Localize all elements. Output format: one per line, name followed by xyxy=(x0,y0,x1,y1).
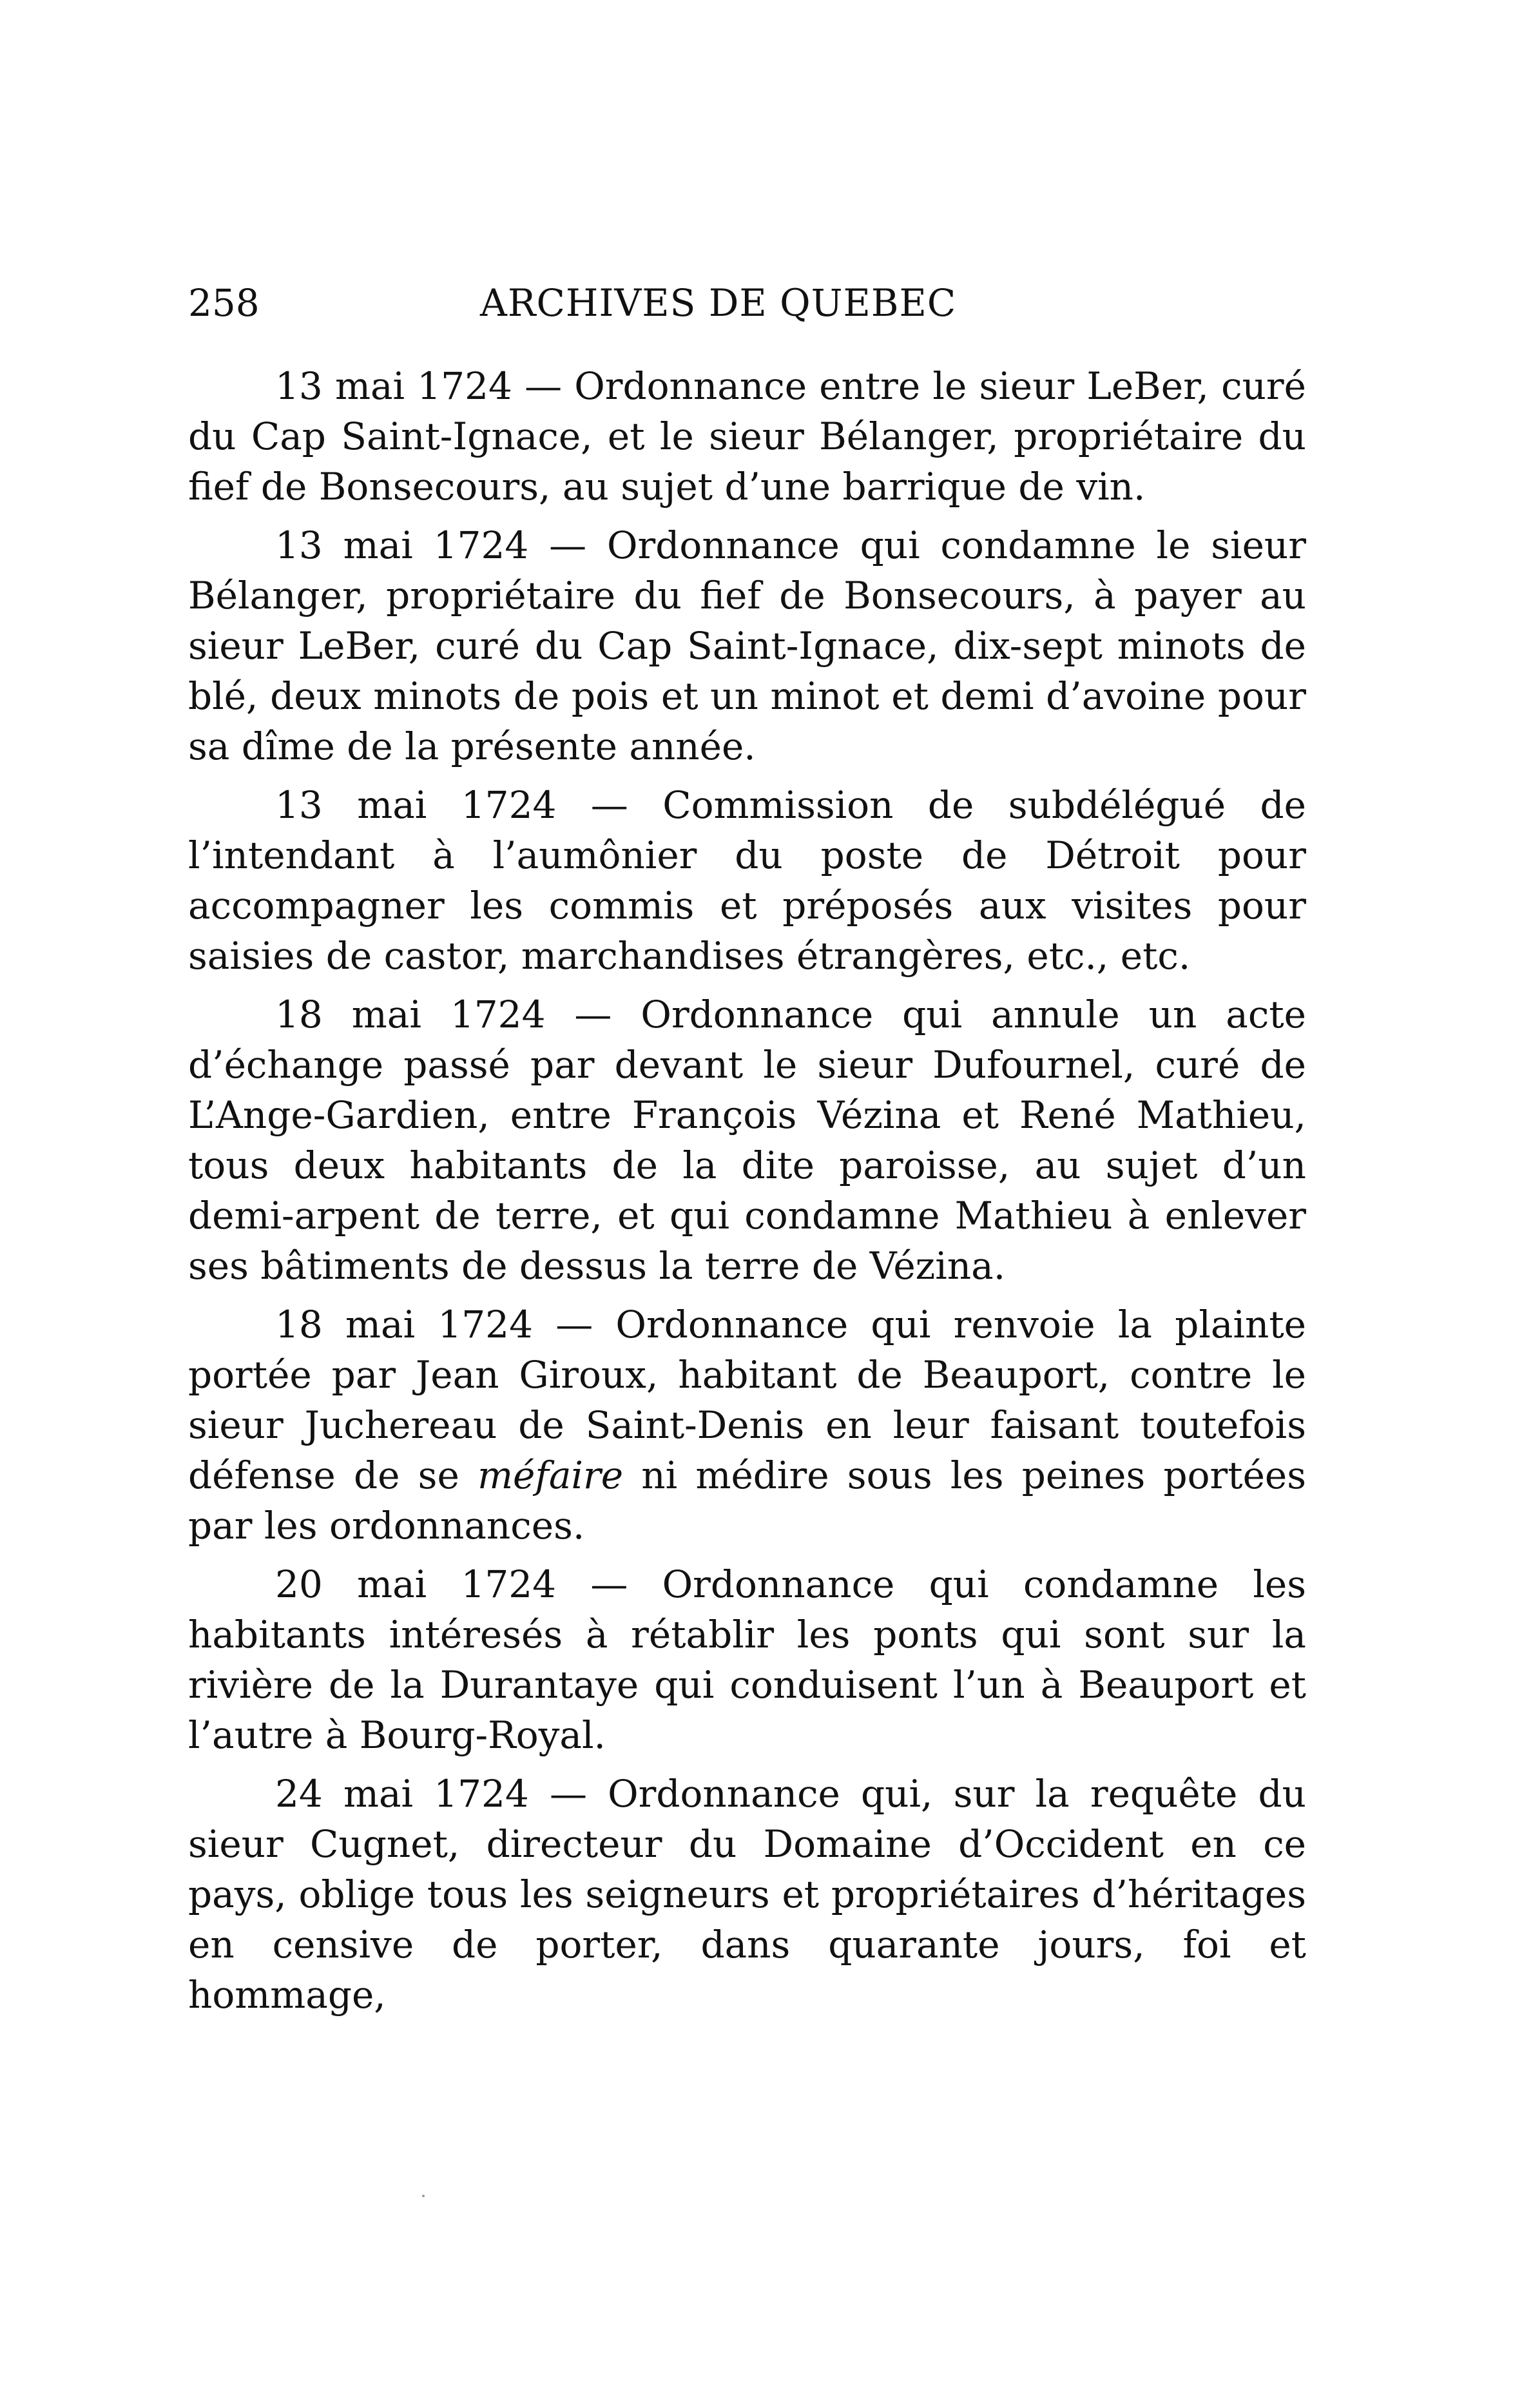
running-head xyxy=(188,277,1306,329)
body-text xyxy=(188,361,1306,2028)
entry-6: 20 mai 1724 — Ordonnance qui condamne les habitants intéresés à rétablir les ponts qui sont sur la rivière de la Durantaye qui conduisent l’un à Beauport et l’autre à Bourg-Royal. xyxy=(188,1562,1306,1757)
entry-7: 24 mai 1724 — Ordonnance qui, sur la requête du sieur Cugnet, directeur du Domaine d’Occident en ce pays, oblige tous les seigneurs et propriétaires d’héritages en censive de porter, dans quarante jours, foi et hommage, xyxy=(188,1772,1306,2017)
entry-5-italic-word: méfaire xyxy=(477,1453,624,1497)
entry-4: 18 mai 1724 — Ordonnance qui annule un acte d’échange passé par devant le sieur Dufournel, curé de L’Ange-Gardien, entre François Vézina et René Mathieu, tous deux habitants de la dite paroisse, au sujet d’un demi-arpent de terre, et qui condamne Mathieu à enlever ses bâtiments de dessus la terre de Vézina. xyxy=(188,993,1306,1288)
entry-2: 13 mai 1724 — Ordonnance qui condamne le sieur Bélanger, propriétaire du fief de Bonsecours, à payer au sieur LeBer, curé du Cap Saint-Ignace, dix-sept minots de blé, deux minots de pois et un minot et demi d’avoine pour sa dîme de la présente année. xyxy=(188,523,1306,768)
page-number: 258 xyxy=(188,281,260,325)
entry-5 xyxy=(188,1299,1306,1551)
entry-5-text-before: 18 mai 1724 — Ordonnance qui renvoie la plainte portée par Jean Giroux, habitant de Beauport, contre le sieur Juchereau de Saint-Denis en leur faisant toutefois défense de se xyxy=(188,1303,1306,1497)
entry-3: 13 mai 1724 — Commission de subdélégué de l’intendant à l’aumônier du poste de Détroit pour accompagner les commis et préposés aux visites pour saisies de castor, marchandises étrangères, etc., etc. xyxy=(188,783,1306,978)
running-title: ARCHIVES DE QUEBEC xyxy=(480,281,957,325)
entry-5-text-after: ni médire sous les peines portées par les ordonnances. xyxy=(188,1453,1307,1548)
ink-speck xyxy=(422,2195,425,2197)
entry-1: 13 mai 1724 — Ordonnance entre le sieur LeBer, curé du Cap Saint-Ignace, et le sieur Bélanger, propriétaire du fief de Bonsecours, au sujet d’une barrique de vin. xyxy=(188,364,1306,509)
